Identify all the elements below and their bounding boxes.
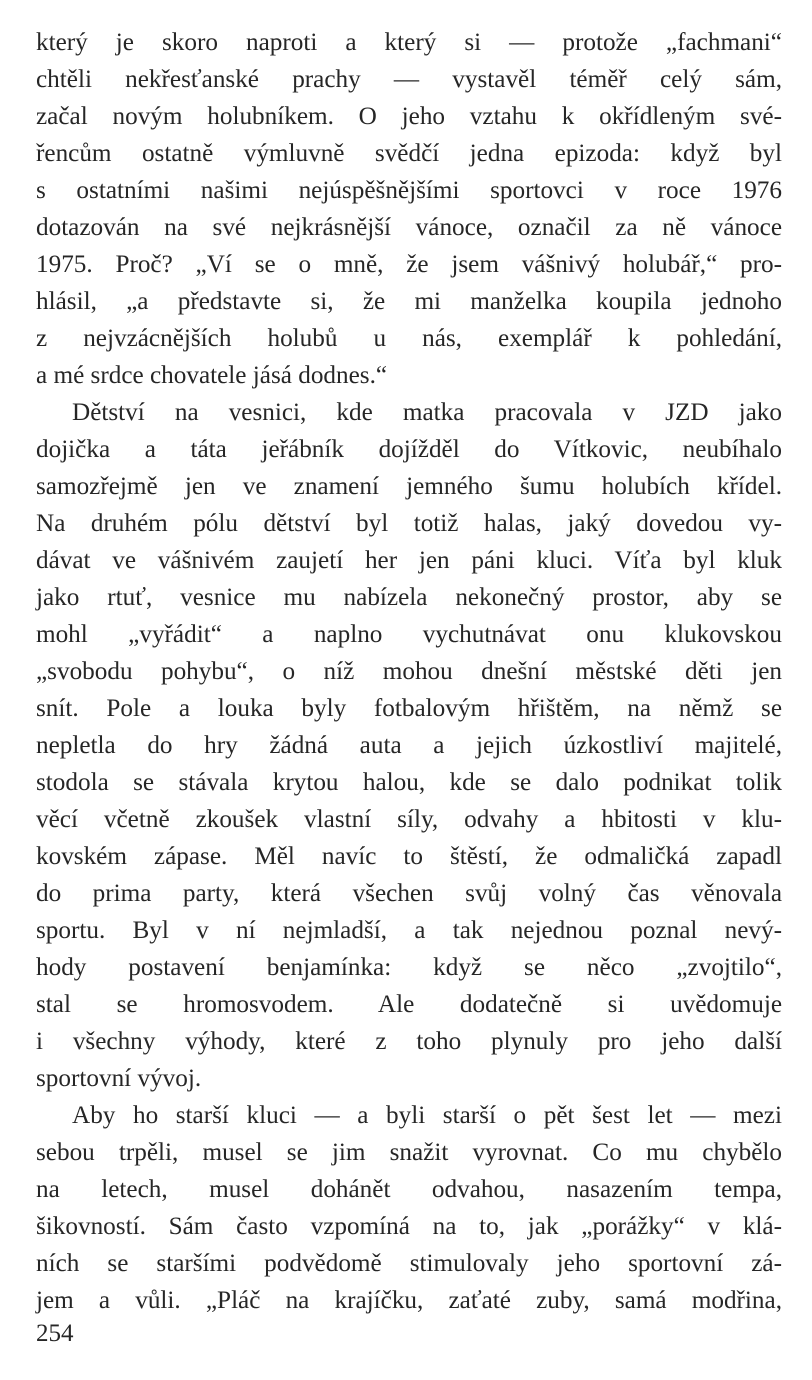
text-line: mohl „vyřádit“ a naplno vychutnávat onu klukovskou [36, 621, 782, 648]
text-line: ních se staršími podvědomě stimulovaly jeho sportovní zá- [36, 1250, 782, 1277]
text-line: na letech, musel dohánět odvahou, nasazením tempa, [36, 1176, 782, 1203]
text-line: do prima party, která všechen svůj volný čas věnovala [36, 880, 782, 907]
text-line: začal novým holubníkem. O jeho vztahu k okřídleným své- [36, 103, 782, 130]
text-line: samozřejmě jen ve znamení jemného šumu holubích křídel. [36, 473, 782, 500]
text-line: „svobodu pohybu“, o níž mohou dnešní městské děti jen [36, 658, 782, 685]
text-line: chtěli nekřesťanské prachy — vystavěl téměř celý sám, [36, 66, 782, 93]
text-line: z nejvzácnějších holubů u nás, exemplář k pohledání, [36, 325, 782, 352]
text-line: nepletla do hry žádná auta a jejich úzkostliví majitelé, [36, 732, 782, 759]
text-line: dojička a táta jeřábník dojížděl do Vítkovic, neubíhalo [36, 436, 782, 463]
text-line: řencům ostatně výmluvně svědčí jedna epizoda: když byl [36, 140, 782, 167]
text-line: snít. Pole a louka byly fotbalovým hřištěm, na němž se [36, 695, 782, 722]
text-line: dávat ve vášnivém zaujetí her jen páni kluci. Víťa byl kluk [36, 547, 782, 574]
text-line: a mé srdce chovatele jásá dodnes.“ [36, 362, 388, 389]
text-line: stal se hromosvodem. Ale dodatečně si uvědomuje [36, 991, 782, 1018]
text-line: 1975. Proč? „Ví se o mně, že jsem vášnivý holubář,“ pro- [36, 251, 782, 278]
page-number: 254 [36, 1320, 74, 1347]
text-line: hlásil, „a představte si, že mi manželka koupila jednoho [36, 288, 782, 315]
body-text [36, 24, 782, 1319]
text-line: dotazován na své nejkrásnější vánoce, označil za ně vánoce [36, 214, 782, 241]
text-line: věcí včetně zkoušek vlastní síly, odvahy a hbitosti v klu- [36, 806, 782, 833]
text-line: stodola se stávala krytou halou, kde se dalo podnikat tolik [36, 769, 782, 796]
text-line: kovském zápase. Měl navíc to štěstí, že odmaličká zapadl [36, 843, 782, 870]
text-line: hody postavení benjamínka: když se něco „zvojtilo“, [36, 954, 782, 981]
text-line: sportovní vývoj. [36, 1065, 202, 1092]
text-line: jako rtuť, vesnice mu nabízela nekonečný prostor, aby se [36, 584, 782, 611]
text-line: sportu. Byl v ní nejmladší, a tak nejednou poznal nevý- [36, 917, 782, 944]
paragraph-first-line: Dětství na vesnici, kde matka pracovala v JZD jako [72, 399, 782, 426]
text-line: sebou trpěli, musel se jim snažit vyrovnat. Co mu chybělo [36, 1139, 782, 1166]
text-line: s ostatními našimi nejúspěšnějšími sportovci v roce 1976 [36, 177, 782, 204]
text-line: šikovností. Sám často vzpomíná na to, jak „porážky“ v klá- [36, 1213, 782, 1240]
text-line: jem a vůli. „Pláč na krajíčku, zaťaté zuby, samá modřina, [36, 1287, 782, 1314]
text-line: i všechny výhody, které z toho plynuly pro jeho další [36, 1028, 782, 1055]
paragraph-first-line: Aby ho starší kluci — a byli starší o pět šest let — mezi [72, 1102, 782, 1129]
text-line: Na druhém pólu dětství byl totiž halas, jaký dovedou vy- [36, 510, 782, 537]
text-line: který je skoro naproti a který si — protože „fachmani“ [36, 29, 782, 56]
